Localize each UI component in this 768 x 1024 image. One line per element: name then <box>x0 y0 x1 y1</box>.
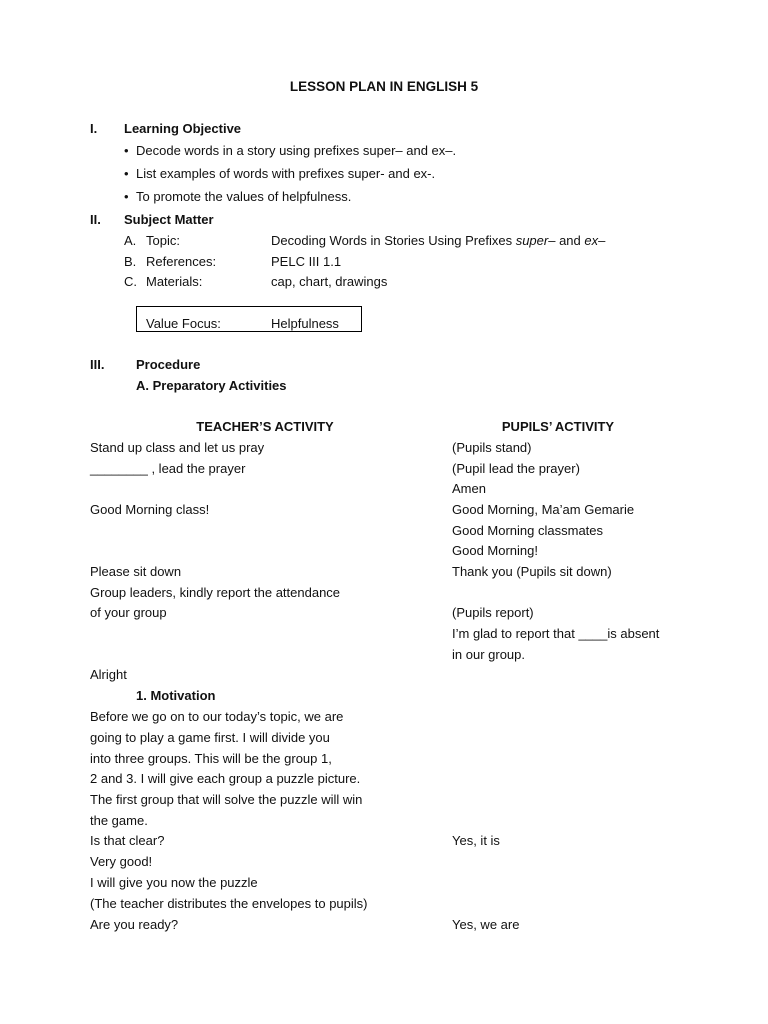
motivation-line: the game. <box>90 813 148 828</box>
motivation-line: Are you ready? <box>90 917 179 932</box>
objective-item: List examples of words with prefixes super- and ex-. <box>136 166 436 181</box>
motivation-line: The first group that will solve the puzzle will win <box>90 792 363 807</box>
subject-value-references: PELC III 1.1 <box>271 254 342 269</box>
motivation-line: Is that clear? <box>90 833 165 848</box>
subject-value-materials: cap, chart, drawings <box>271 274 388 289</box>
topic-text: Decoding Words in Stories Using Prefixes <box>271 233 516 248</box>
teacher-line: Good Morning class! <box>90 502 210 517</box>
pupil-line: I’m glad to report that ____is absent <box>452 626 660 641</box>
value-focus-value: Helpfulness <box>271 316 339 331</box>
pupil-line: (Pupil lead the prayer) <box>452 461 580 476</box>
pupil-line: Good Morning, Ma’am Gemarie <box>452 502 635 517</box>
motivation-line: going to play a game first. I will divide you <box>90 730 330 745</box>
section-number-procedure: III. <box>90 357 105 372</box>
teacher-line: Stand up class and let us pray <box>90 440 265 455</box>
value-focus-label: Value Focus: <box>146 316 221 331</box>
section-number-objective: I. <box>90 121 98 136</box>
objective-item: To promote the values of helpfulness. <box>136 189 352 204</box>
subject-value-topic <box>271 233 605 249</box>
motivation-line: I will give you now the puzzle <box>90 875 258 890</box>
section-number-subject: II. <box>90 212 101 227</box>
subject-letter: B. <box>124 254 137 269</box>
subject-label-references: References: <box>146 254 217 269</box>
motivation-heading: 1. Motivation <box>136 688 216 703</box>
bullet-icon: • <box>124 143 129 158</box>
pupil-reply: Yes, we are <box>452 917 520 932</box>
pupil-line: Good Morning! <box>452 543 538 558</box>
page-title: LESSON PLAN IN ENGLISH 5 <box>289 79 479 94</box>
section-heading-objective: Learning Objective <box>124 121 242 136</box>
motivation-line: Before we go on to our today’s topic, we are <box>90 709 344 724</box>
teacher-line: Alright <box>90 667 127 682</box>
subject-letter: A. <box>124 233 137 248</box>
subject-label-materials: Materials: <box>146 274 203 289</box>
subsection-heading-preparatory: A. Preparatory Activities <box>136 378 287 393</box>
teacher-line: of your group <box>90 605 167 620</box>
teacher-activity-header: TEACHER’S ACTIVITY <box>196 419 334 434</box>
subject-label-topic: Topic: <box>146 233 180 248</box>
pupil-reply: Yes, it is <box>452 833 500 848</box>
motivation-line: 2 and 3. I will give each group a puzzle picture. <box>90 771 361 786</box>
bullet-icon: • <box>124 189 129 204</box>
topic-prefix-super: super <box>515 233 549 248</box>
pupil-line: (Pupils stand) <box>452 440 532 455</box>
section-heading-subject: Subject Matter <box>124 212 214 227</box>
motivation-line: (The teacher distributes the envelopes to pupils) <box>90 896 368 911</box>
objective-item: Decode words in a story using prefixes super– and ex–. <box>136 143 457 158</box>
topic-prefix-ex: ex <box>584 233 599 248</box>
teacher-line: Please sit down <box>90 564 182 579</box>
topic-text: – <box>598 233 606 248</box>
teacher-line: ________ , lead the prayer <box>90 461 246 476</box>
subject-letter: C. <box>124 274 137 289</box>
topic-text: – and <box>548 233 585 248</box>
pupils-activity-header: PUPILS’ ACTIVITY <box>501 419 615 434</box>
pupil-line: Good Morning classmates <box>452 523 604 538</box>
motivation-line: Very good! <box>90 854 153 869</box>
section-heading-procedure: Procedure <box>136 357 201 372</box>
motivation-line: into three groups. This will be the group 1, <box>90 751 332 766</box>
teacher-line: Group leaders, kindly report the attendance <box>90 585 341 600</box>
pupil-line: Thank you (Pupils sit down) <box>452 564 612 579</box>
pupil-line: (Pupils report) <box>452 605 534 620</box>
pupil-line: in our group. <box>452 647 525 662</box>
pupil-line: Amen <box>452 481 486 496</box>
bullet-icon: • <box>124 166 129 181</box>
